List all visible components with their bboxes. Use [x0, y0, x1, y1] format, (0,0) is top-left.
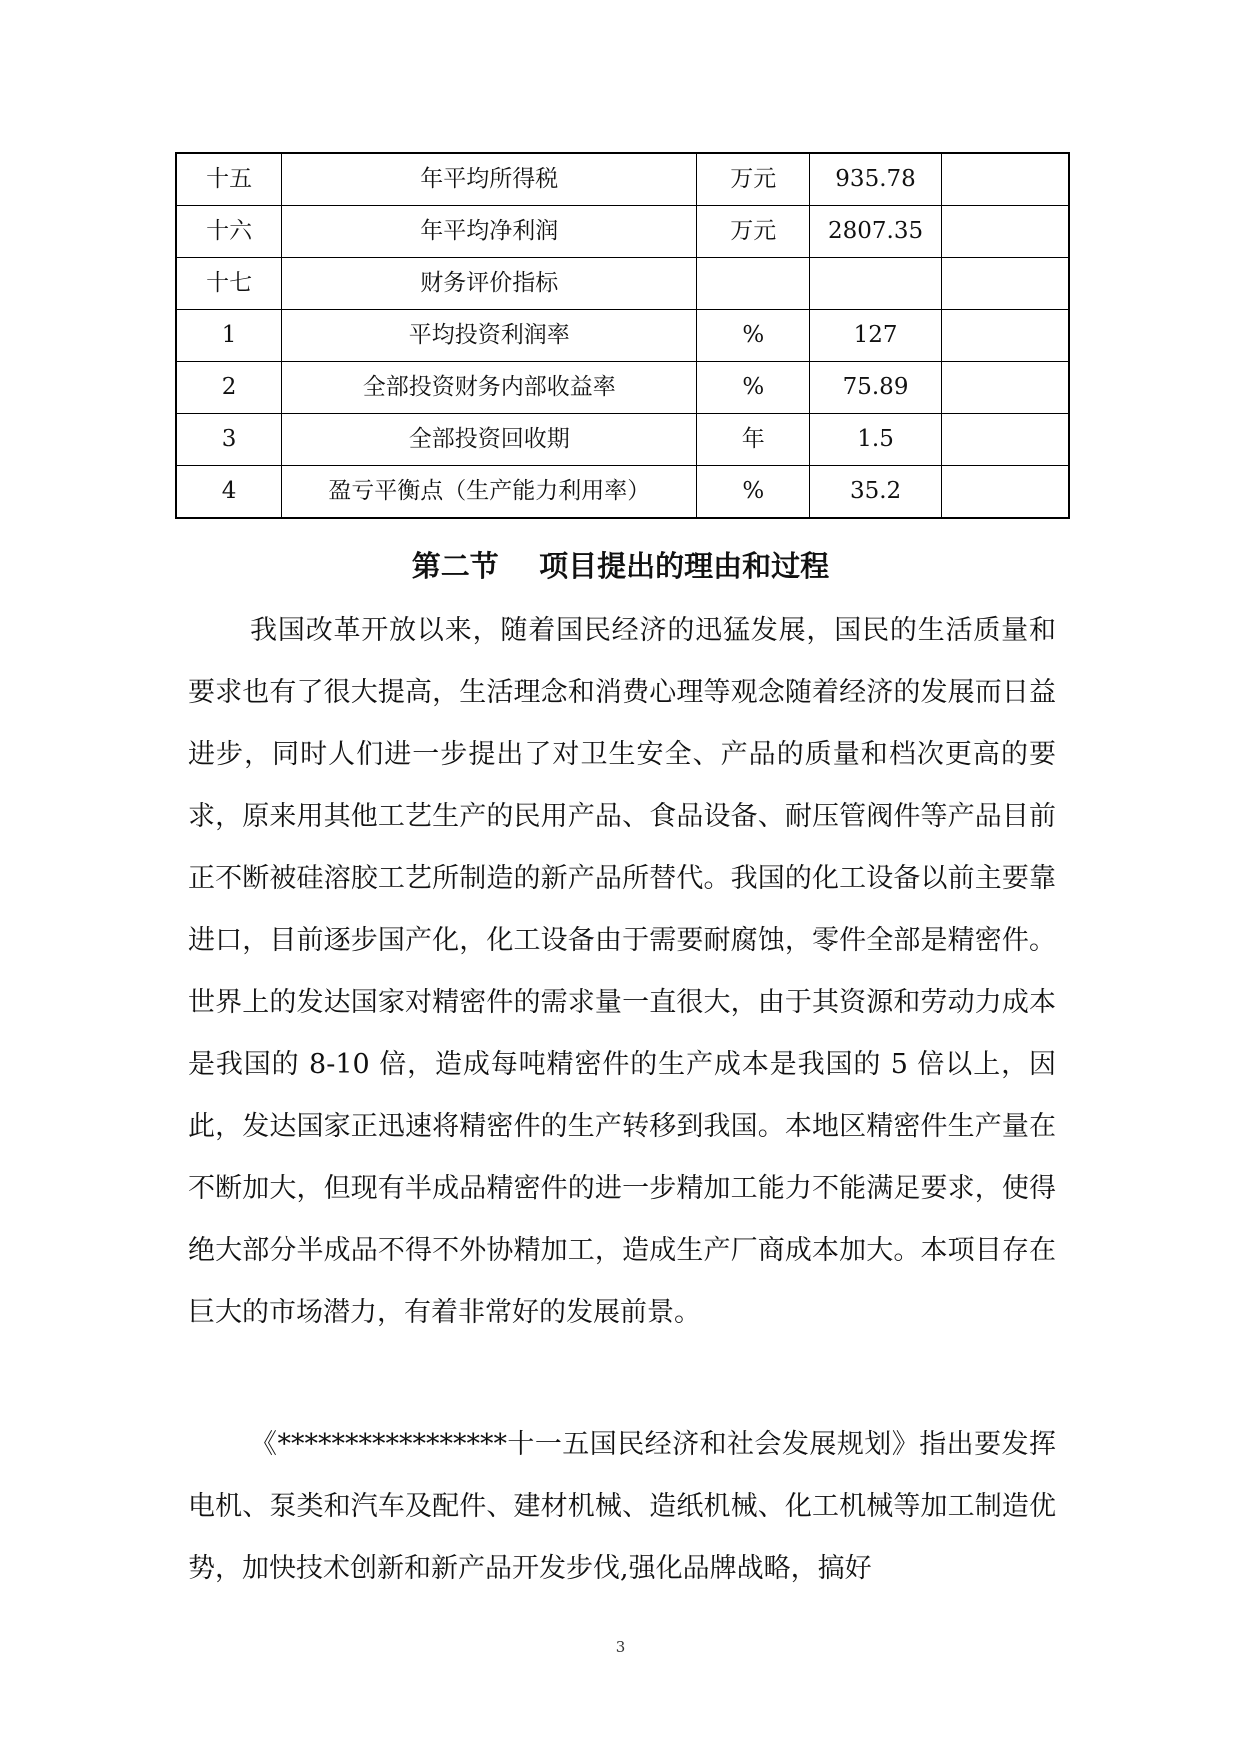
row-number: 十七: [176, 258, 282, 310]
table-row: [176, 310, 1069, 362]
table-row: [176, 153, 1069, 206]
row-note: [941, 414, 1069, 466]
row-note: [941, 258, 1069, 310]
row-number: 4: [176, 466, 282, 519]
row-number: 十六: [176, 206, 282, 258]
page-number: 3: [615, 1638, 626, 1656]
body-paragraph: 《*****************十一五国民经济和社会发展规划》指出要发挥电机、泵类和汽车及配件、建材机械、造纸机械、化工机械等加工制造优势，加快技术创新和新产品开发步伐,强化品牌战略，搞好: [188, 1429, 1056, 1584]
table-row: [176, 362, 1069, 414]
table-row: [176, 258, 1069, 310]
row-value: 75.89: [810, 362, 941, 414]
row-item: 平均投资利润率: [282, 310, 697, 362]
row-number: 2: [176, 362, 282, 414]
table-row: [176, 414, 1069, 466]
row-number: 1: [176, 310, 282, 362]
row-number: 3: [176, 414, 282, 466]
row-item: 盈亏平衡点（生产能力利用率）: [282, 466, 697, 519]
row-unit: 万元: [697, 206, 810, 258]
row-value: 35.2: [810, 466, 941, 519]
row-unit: %: [697, 362, 810, 414]
row-number: 十五: [176, 153, 282, 206]
body-paragraph: 我国改革开放以来，随着国民经济的迅猛发展，国民的生活质量和要求也有了很大提高，生活理念和消费心理等观念随着经济的发展而日益进步，同时人们进一步提出了对卫生安全、产品的质量和档次更高的要求，原来用其他工艺生产的民用产品、食品设备、耐压管阀件等产品目前正不断被硅溶胶工艺所制造的新产品所替代。我国的化工设备以前主要靠进口，目前逐步国产化，化工设备由于需要耐腐蚀，零件全部是精密件。世界上的发达国家对精密件的需求量一直很大，由于其资源和劳动力成本是我国的 8-10 倍，造成每吨精密件的生产成本是我国的 5 倍以上，因此，发达国家正迅速将精密件的生产转移到我国。本地区精密件生产量在不断加大，但现有半成品精密件的进一步精加工能力不能满足要求，使得绝大部分半成品不得不外协精加工，造成生产厂商成本加大。本项目存在巨大的市场潜力，有着非常好的发展前景。: [188, 615, 1056, 1328]
row-item: 财务评价指标: [282, 258, 697, 310]
row-unit: [697, 258, 810, 310]
row-value: [810, 258, 941, 310]
row-value: 935.78: [810, 153, 941, 206]
section-heading: 第二节 项目提出的理由和过程: [411, 549, 830, 583]
row-unit: %: [697, 310, 810, 362]
row-value: 127: [810, 310, 941, 362]
row-unit: 万元: [697, 153, 810, 206]
financial-indicators-table: [175, 152, 1070, 519]
row-note: [941, 362, 1069, 414]
row-note: [941, 206, 1069, 258]
row-note: [941, 153, 1069, 206]
row-unit: %: [697, 466, 810, 519]
row-value: 2807.35: [810, 206, 941, 258]
row-unit: 年: [697, 414, 810, 466]
row-item: 年平均净利润: [282, 206, 697, 258]
row-note: [941, 310, 1069, 362]
row-note: [941, 466, 1069, 519]
table-row: [176, 206, 1069, 258]
row-item: 全部投资回收期: [282, 414, 697, 466]
row-item: 全部投资财务内部收益率: [282, 362, 697, 414]
row-value: 1.5: [810, 414, 941, 466]
table-row: [176, 466, 1069, 519]
row-item: 年平均所得税: [282, 153, 697, 206]
